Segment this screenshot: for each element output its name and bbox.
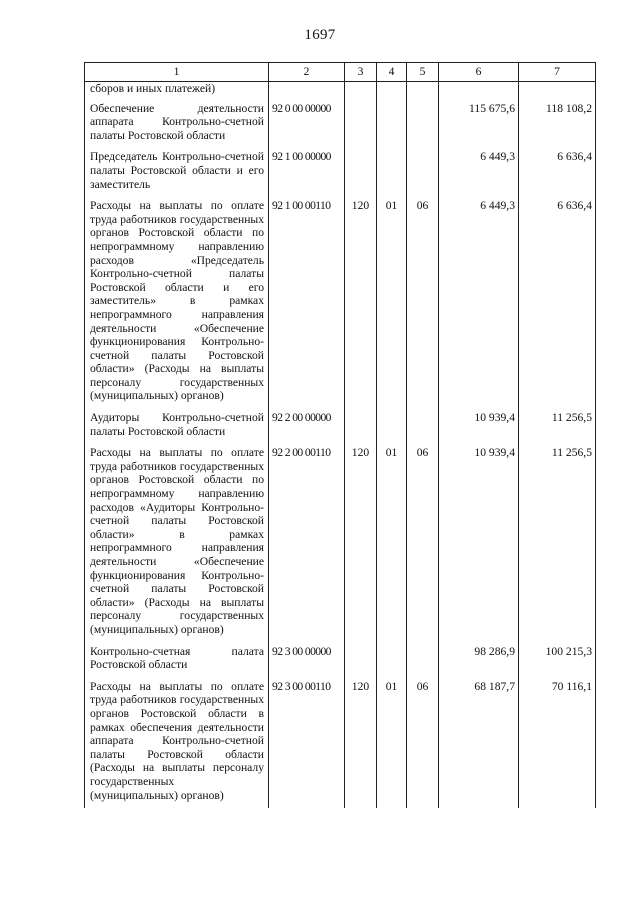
table-row <box>85 446 596 644</box>
table-row <box>85 102 596 151</box>
row-sum-2: 11 256,5 <box>519 446 596 644</box>
row-sum-2: 118 108,2 <box>519 102 596 151</box>
row-code: 92 1 00 00110 <box>269 199 345 411</box>
row-sum-2: 6 636,4 <box>519 199 596 411</box>
row-sum-1: 115 675,6 <box>439 102 519 151</box>
row-code: 92 1 00 00000 <box>269 150 345 199</box>
row-name: Расходы на выплаты по оплате труда работников государственных органов Ростовской области по непрограммному направлению расходов «Председатель Контрольно-счетной палаты Ростовской области и его заместитель» в рамках непрограммного направления деятельности «Обеспечение функционирования Контрольно-счетной палаты Ростовской области» (Расходы на выплаты персоналу государственных (муниципальных) органов) <box>85 199 269 411</box>
row-rz <box>377 645 407 680</box>
row-sum-1: 6 449,3 <box>439 150 519 199</box>
row-code: 92 2 00 00110 <box>269 446 345 644</box>
row-sum-2: 100 215,3 <box>519 645 596 680</box>
row-sum-1: 10 939,4 <box>439 446 519 644</box>
row-pr <box>407 150 439 199</box>
row-vr: 120 <box>345 680 377 808</box>
continuation-row <box>85 82 596 102</box>
row-rz <box>377 150 407 199</box>
header-col-3: 3 <box>345 63 377 82</box>
budget-table <box>84 62 596 808</box>
row-vr <box>345 150 377 199</box>
row-sum-1: 68 187,7 <box>439 680 519 808</box>
row-sum-2: 6 636,4 <box>519 150 596 199</box>
row-vr <box>345 645 377 680</box>
row-pr: 06 <box>407 199 439 411</box>
header-col-6: 6 <box>439 63 519 82</box>
row-vr <box>345 411 377 446</box>
row-pr <box>407 102 439 151</box>
row-code: 92 3 00 00110 <box>269 680 345 808</box>
table-row <box>85 411 596 446</box>
row-code: 92 0 00 00000 <box>269 102 345 151</box>
row-pr <box>407 645 439 680</box>
table-header-row <box>85 63 596 82</box>
table-row <box>85 150 596 199</box>
row-sum-1: 10 939,4 <box>439 411 519 446</box>
row-pr <box>407 411 439 446</box>
header-col-7: 7 <box>519 63 596 82</box>
row-name: Контрольно-счетная палата Ростовской области <box>85 645 269 680</box>
row-sum-1: 6 449,3 <box>439 199 519 411</box>
row-rz: 01 <box>377 199 407 411</box>
row-vr: 120 <box>345 446 377 644</box>
row-rz <box>377 411 407 446</box>
page-number: 1697 <box>304 27 336 43</box>
header-col-5: 5 <box>407 63 439 82</box>
row-rz <box>377 102 407 151</box>
row-sum-2: 11 256,5 <box>519 411 596 446</box>
row-sum-1: 98 286,9 <box>439 645 519 680</box>
row-rz: 01 <box>377 446 407 644</box>
header-col-1: 1 <box>85 63 269 82</box>
table-row <box>85 680 596 808</box>
row-name: Расходы на выплаты по оплате труда работников государственных органов Ростовской области по непрограммному направлению расходов «Аудиторы Контрольно-счетной палаты Ростовской области» в рамках непрограммного направления деятельности «Обеспечение функционирования Контрольно-счетной палаты Ростовской области» (Расходы на выплаты персоналу государственных (муниципальных) органов) <box>85 446 269 644</box>
header-col-2: 2 <box>269 63 345 82</box>
row-code: 92 3 00 00000 <box>269 645 345 680</box>
row-sum-2: 70 116,1 <box>519 680 596 808</box>
continuation-text: сборов и иных платежей) <box>85 82 269 102</box>
table-row <box>85 199 596 411</box>
row-name: Расходы на выплаты по оплате труда работников государственных органов Ростовской области в рамках обеспечения деятельности аппарата Контрольно-счетной палаты Ростовской области (Расходы на выплаты персоналу государственных (муниципальных) органов) <box>85 680 269 808</box>
row-name: Аудиторы Контрольно-счетной палаты Ростовской области <box>85 411 269 446</box>
row-rz: 01 <box>377 680 407 808</box>
row-vr: 120 <box>345 199 377 411</box>
row-pr: 06 <box>407 680 439 808</box>
header-col-4: 4 <box>377 63 407 82</box>
row-vr <box>345 102 377 151</box>
row-code: 92 2 00 00000 <box>269 411 345 446</box>
row-name: Председатель Контрольно-счетной палаты Ростовской области и его заместитель <box>85 150 269 199</box>
row-name: Обеспечение деятельности аппарата Контрольно-счетной палаты Ростовской области <box>85 102 269 151</box>
row-pr: 06 <box>407 446 439 644</box>
table-row <box>85 645 596 680</box>
